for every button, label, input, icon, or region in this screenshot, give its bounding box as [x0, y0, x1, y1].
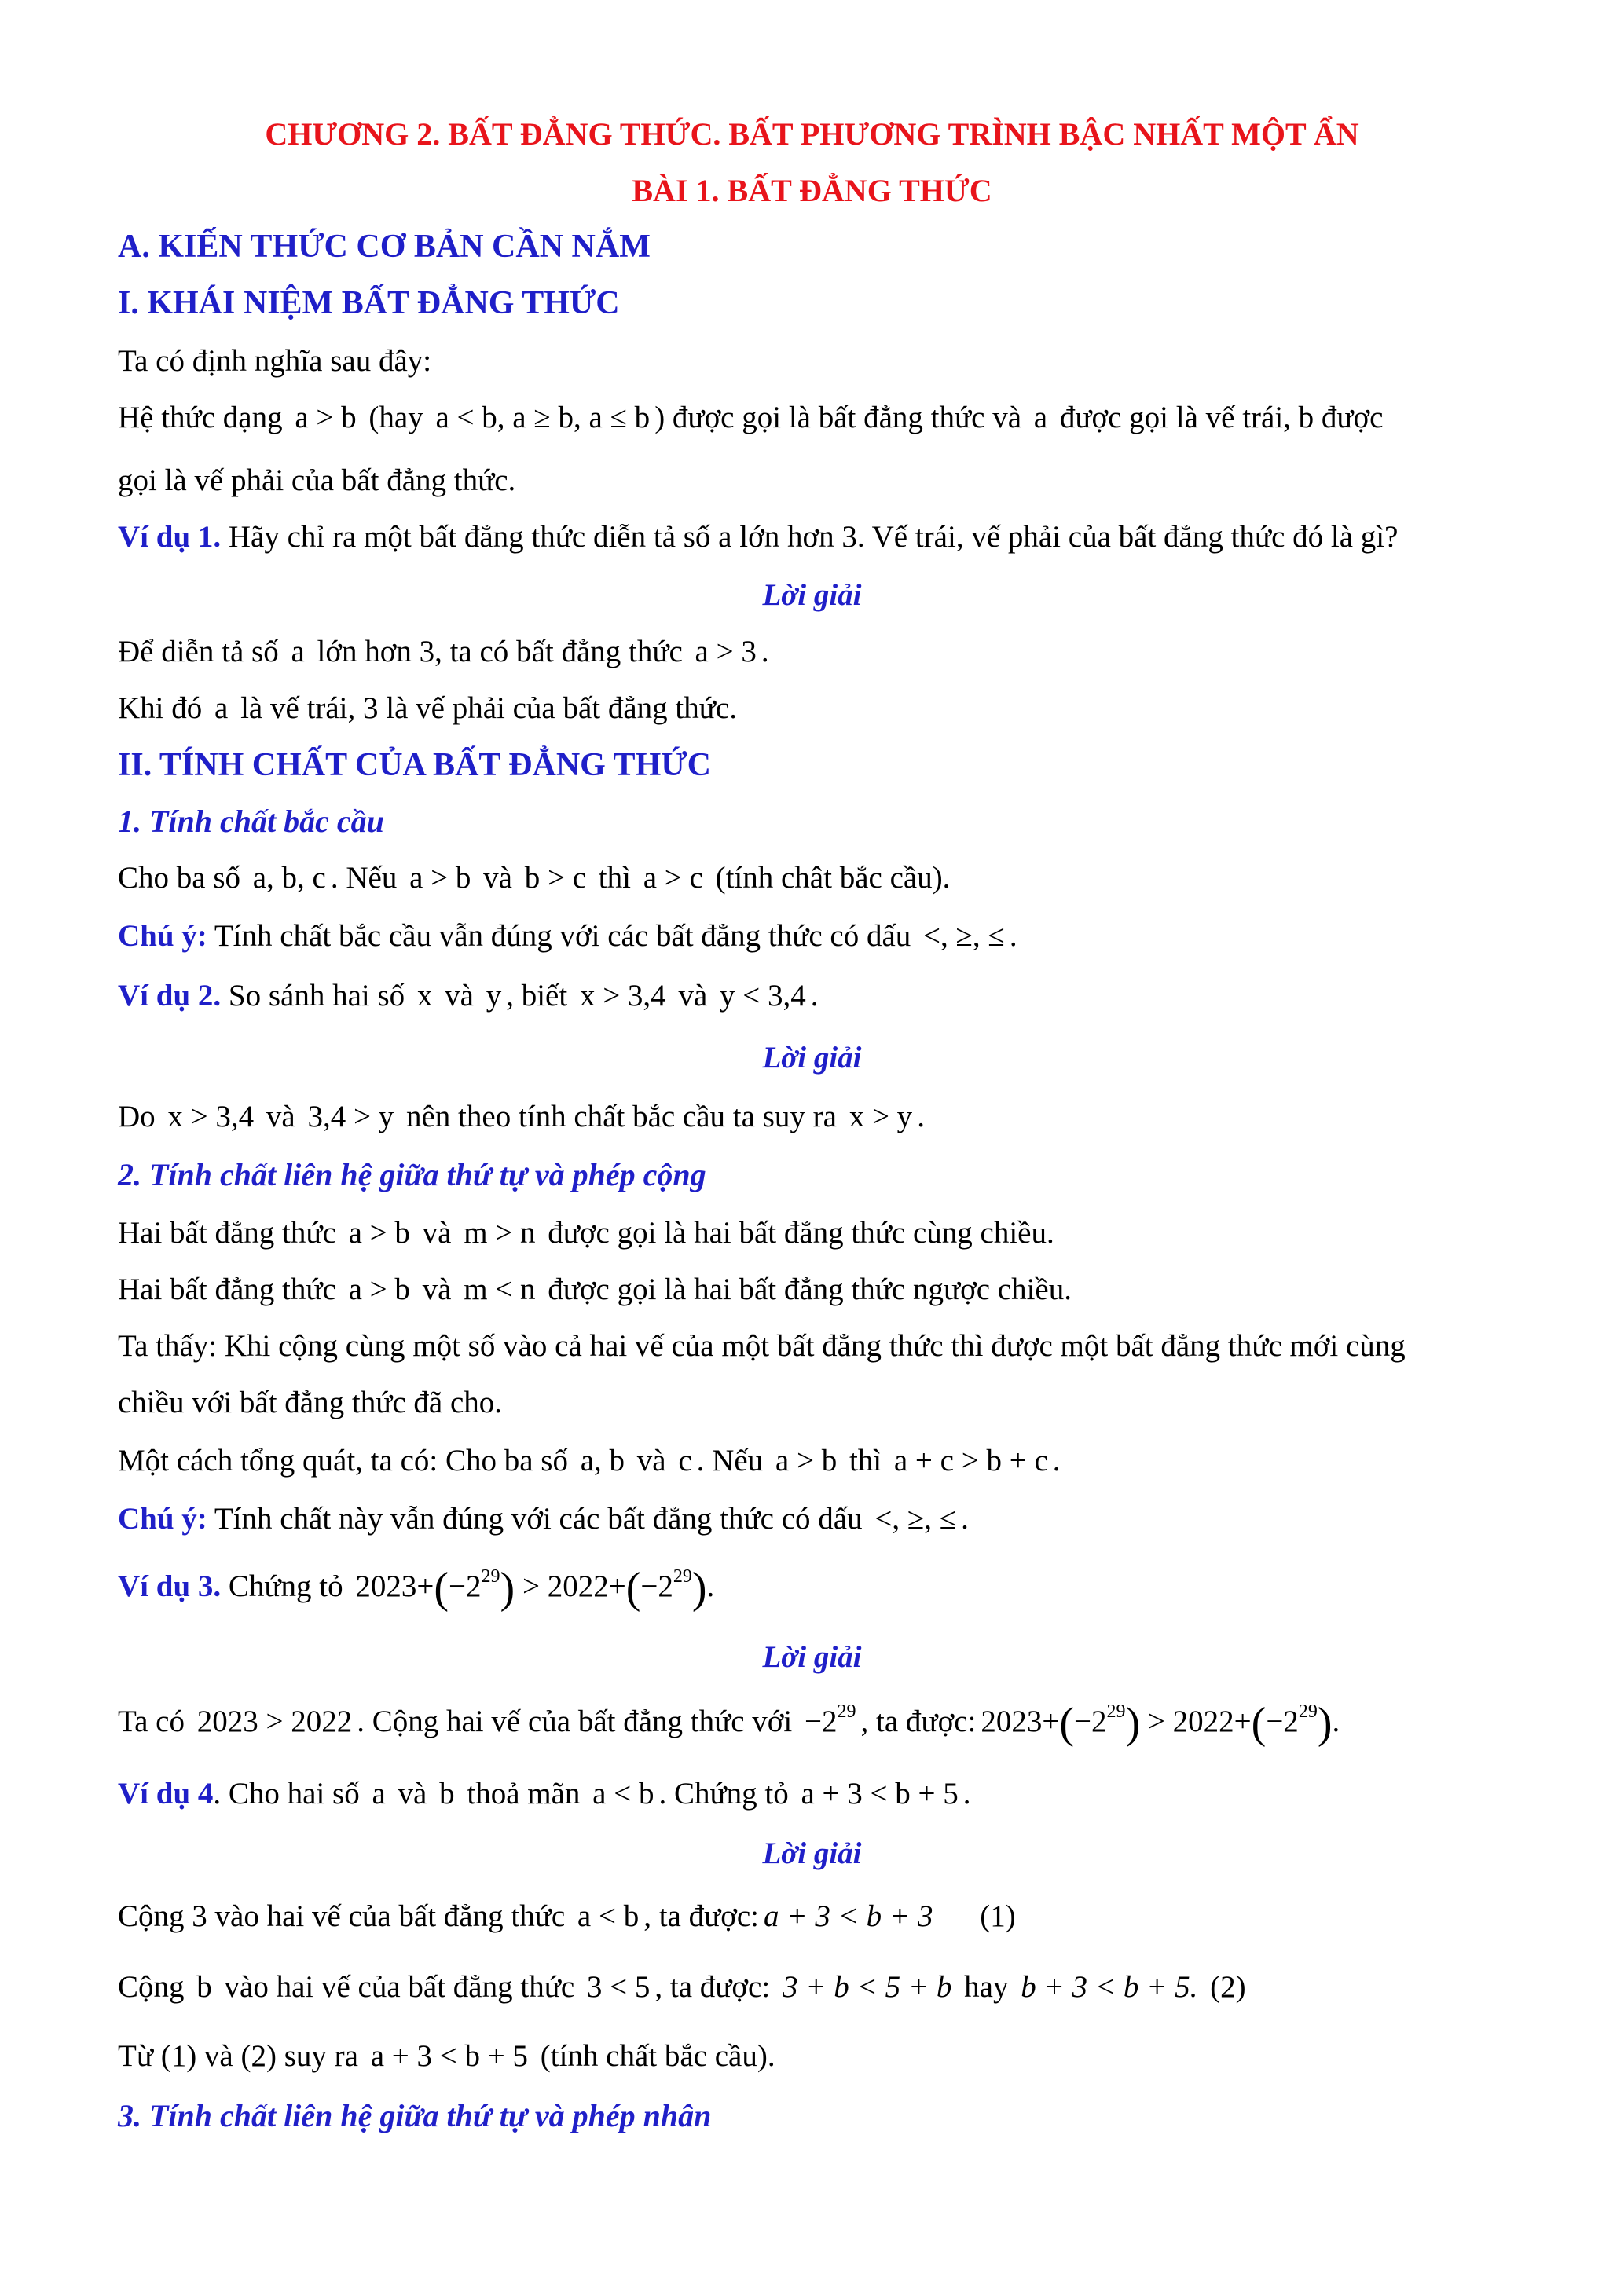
def-math-2: a < b, a ≥ b, a ≤ b	[435, 401, 651, 434]
property-2-line-1	[118, 1214, 1054, 1252]
def-text-2: (hay	[368, 401, 423, 434]
def-text-4: được gọi là vế trái, b được	[1059, 401, 1384, 434]
solution-label-4: Lời giải	[762, 1836, 862, 1870]
sol1-math-1: a	[291, 635, 305, 668]
ex2-text-2: và	[445, 979, 474, 1013]
sol1-text-4: Khi đó	[118, 691, 203, 725]
solution-1-line-2	[118, 690, 737, 727]
p2-l5-math-4: a + c > b + c	[893, 1444, 1048, 1478]
p2-l1-text-2: và	[422, 1216, 452, 1250]
ex3-inequality: $2023+(-2^{29}) > 2022+(-2^{29})$.	[355, 1564, 715, 1613]
def-math-3: a	[1033, 401, 1048, 434]
p2-l5-text-5: .	[1052, 1444, 1061, 1478]
ex4-math-2: b	[439, 1777, 455, 1811]
sol3-text-2: . Cộng hai vế của bất đẳng thức với	[357, 1705, 793, 1738]
section-ii-heading: II. TÍNH CHẤT CỦA BẤT ĐẲNG THỨC	[118, 747, 711, 783]
ex3-text-1: Chứng tỏ	[228, 1569, 343, 1603]
sol3-inequality: $2023+(-2^{29}) > 2022+(-2^{29})$.	[981, 1699, 1340, 1748]
p1-math-4: a > c	[643, 861, 703, 895]
example-4-label: Ví dụ 4	[118, 1777, 214, 1811]
p2-l1-text-1: Hai bất đẳng thức	[118, 1216, 336, 1250]
solution-4-line-2	[118, 1968, 1246, 2006]
sol4-l2-text-4: hay	[964, 1970, 1009, 2004]
p2-note-math: <, ≥, ≤	[874, 1502, 957, 1536]
def-text-1: Hệ thức dạng	[118, 401, 283, 434]
sol1-text-5: là vế trái, 3 là vế phải của bất đẳng thức.	[240, 691, 737, 725]
p2-l1-math-2: m > n	[464, 1216, 536, 1250]
sol4-l1-text-2: , ta được:	[643, 1899, 760, 1933]
p2-l2-text-2: và	[422, 1273, 452, 1306]
sol3-exp-2: 29	[1298, 1701, 1318, 1722]
solution-4-line-1	[118, 1898, 1016, 1935]
ex2-math-2: y	[486, 979, 502, 1013]
solution-2	[118, 1098, 925, 1136]
sol2-text-2: và	[266, 1100, 295, 1133]
ex3-num-2: 2022	[547, 1569, 609, 1603]
p1-math-2: a > b	[409, 861, 471, 895]
sol2-math-1: x > 3,4	[167, 1100, 255, 1133]
p2-l5-math-1: a, b	[580, 1444, 625, 1478]
example-1-label: Ví dụ 1.	[118, 520, 222, 554]
example-1-text: Hãy chỉ ra một bất đẳng thức diễn tả số a lớn hơn 3. Vế trái, vế phải của bất đẳng thức đó là gì?	[228, 520, 1399, 554]
sol3-num-1: 2023	[981, 1705, 1043, 1738]
p2-l2-text-1: Hai bất đẳng thức	[118, 1273, 336, 1306]
section-a-heading: A. KIẾN THỨC CƠ BẢN CẦN NẮM	[118, 229, 651, 265]
ex3-num-1: 2023	[355, 1569, 417, 1603]
ex4-text-2: và	[398, 1777, 427, 1811]
p1-text-3: và	[483, 861, 512, 895]
property-3-title: 3. Tính chất liên hệ giữa thứ tự và phép nhân	[118, 2098, 712, 2133]
def-text-3: ) được gọi là bất đẳng thức và	[654, 401, 1022, 434]
property-2-line-2	[118, 1271, 1072, 1309]
section-i-heading: I. KHÁI NIỆM BẤT ĐẲNG THỨC	[118, 285, 620, 321]
property-1-title: 1. Tính chất bắc cầu	[118, 804, 384, 839]
sol4-l3-text-1: Từ (1) và (2) suy ra	[118, 2039, 358, 2073]
ex4-text-1: . Cho hai số	[213, 1777, 360, 1811]
sol1-text-3: .	[761, 635, 769, 668]
sol4-l2-text-1: Cộng	[118, 1970, 185, 2004]
ex3-base-2: −2	[640, 1569, 673, 1603]
solution-4-line-3	[118, 2038, 775, 2075]
ex4-text-4: . Chứng tỏ	[658, 1777, 789, 1811]
sol4-l2-text-3: , ta được:	[654, 1970, 771, 2004]
sol4-l2-tag: (2)	[1210, 1970, 1246, 2004]
property-2-line-5	[118, 1442, 1061, 1480]
ex2-math-1: x	[416, 979, 433, 1013]
ex2-math-4: y < 3,4	[720, 979, 806, 1013]
solution-3	[118, 1699, 1344, 1748]
ex4-math-3: a < b	[592, 1777, 654, 1811]
p2-l1-math-1: a > b	[348, 1216, 410, 1250]
sol1-text-1: Để diễn tả số	[118, 635, 279, 668]
example-2-label: Ví dụ 2.	[118, 979, 222, 1013]
lesson-title: BÀI 1. BẤT ĐẲNG THỨC	[632, 173, 992, 208]
p2-note-text: Tính chất này vẫn đúng với các bất đẳng thức có dấu	[214, 1502, 863, 1536]
sol3-math-1: 2023 > 2022	[196, 1705, 353, 1738]
p1-note-label: Chú ý:	[118, 919, 207, 953]
p2-l1-text-3: được gọi là hai bất đẳng thức cùng chiều.	[548, 1216, 1054, 1250]
sol2-text-3: nên theo tính chất bắc cầu ta suy ra	[405, 1100, 837, 1133]
sol4-l3-math-1: a + 3 < b + 5	[370, 2039, 528, 2073]
solution-1-line-1	[118, 633, 769, 671]
sol3-text-1: Ta có	[118, 1705, 185, 1738]
p1-note-end: .	[1009, 919, 1017, 953]
sol4-l2-math-1: b	[196, 1970, 212, 2004]
property-2-line-3: Ta thấy: Khi cộng cùng một số vào cả hai vế của một bất đẳng thức thì được một bất đẳng thức mới cùng	[118, 1329, 1406, 1363]
ex2-text-4: và	[678, 979, 708, 1013]
p2-l5-text-1: Một cách tổng quát, ta có: Cho ba số	[118, 1444, 568, 1478]
definition-line-2: gọi là vế phải của bất đẳng thức.	[118, 463, 516, 497]
p2-l2-text-3: được gọi là hai bất đẳng thức ngược chiều.	[548, 1273, 1072, 1306]
definition-line-1	[118, 399, 1384, 437]
sol3-base: −2	[805, 1705, 838, 1738]
p2-l2-math-1: a > b	[348, 1273, 410, 1306]
p1-math-1: a, b, c	[252, 861, 326, 895]
sol2-text-1: Do	[118, 1100, 156, 1133]
sol3-text-3: , ta được:	[860, 1705, 977, 1738]
p2-l5-text-2: và	[636, 1444, 666, 1478]
p1-text-5: (tính chât bắc cầu).	[715, 861, 951, 895]
p2-note-label: Chú ý:	[118, 1502, 207, 1536]
intro-text: Ta có định nghĩa sau đây:	[118, 344, 432, 378]
sol4-l2-text-2: vào hai vế của bất đẳng thức	[224, 1970, 575, 2004]
p2-l5-math-3: a > b	[775, 1444, 838, 1478]
p1-note-text: Tính chất bắc cầu vẫn đúng với các bất đẳng thức có dấu	[214, 919, 911, 953]
sol4-l2-equation-1: 3 + b < 5 + b	[782, 1970, 952, 2004]
sol3-num-2: 2022	[1172, 1705, 1234, 1738]
sol4-l1-text-1: Cộng 3 vào hai vế của bất đẳng thức	[118, 1899, 566, 1933]
property-1-statement	[118, 859, 950, 897]
sol1-math-3: a	[214, 691, 229, 725]
p2-l5-math-2: c	[678, 1444, 692, 1478]
sol4-l1-equation: a + 3 < b + 3	[764, 1899, 933, 1933]
ex2-math-3: x > 3,4	[579, 979, 666, 1013]
ex2-text-3: , biết	[506, 979, 568, 1013]
sol4-l2-math-2: 3 < 5	[586, 1970, 651, 2004]
property-1-note	[118, 917, 1017, 955]
chapter-title: CHƯƠNG 2. BẤT ĐẲNG THỨC. BẤT PHƯƠNG TRÌNH BẬC NHẤT MỘT ẨN	[265, 116, 1359, 152]
sol3-base-2: −2	[1266, 1705, 1299, 1738]
sol4-l2-equation-2: b + 3 < b + 5.	[1021, 1970, 1198, 2004]
solution-label-1: Lời giải	[762, 578, 862, 612]
p2-note-end: .	[961, 1502, 969, 1536]
sol4-l3-text-2: (tính chất bắc cầu).	[540, 2039, 775, 2073]
sol1-math-2: a > 3	[695, 635, 757, 668]
p1-math-3: b > c	[524, 861, 587, 895]
sol3-exp-1: 29	[1106, 1701, 1126, 1722]
sol3-exp: 29	[837, 1701, 856, 1722]
def-math-1: a > b	[295, 401, 357, 434]
ex4-text-5: .	[962, 1777, 971, 1811]
sol4-l1-math-1: a < b	[577, 1899, 640, 1933]
p2-l2-math-2: m < n	[464, 1273, 536, 1306]
p2-l5-text-4: thì	[849, 1444, 882, 1478]
ex4-math-1: a	[372, 1777, 386, 1811]
property-2-line-4: chiều với bất đẳng thức đã cho.	[118, 1386, 503, 1419]
p1-text-4: thì	[598, 861, 631, 895]
ex3-exp-2: 29	[673, 1566, 692, 1587]
p2-l5-text-3: . Nếu	[696, 1444, 764, 1478]
example-1	[118, 518, 1398, 556]
example-3	[118, 1564, 719, 1613]
ex4-math-4: a + 3 < b + 5	[801, 1777, 959, 1811]
ex2-text-5: .	[810, 979, 819, 1013]
property-2-note	[118, 1500, 969, 1538]
ex2-text-1: So sánh hai số	[228, 979, 405, 1013]
p1-text-2: . Nếu	[330, 861, 398, 895]
example-4	[118, 1775, 971, 1813]
example-2	[118, 977, 819, 1015]
solution-label-2: Lời giải	[762, 1041, 862, 1075]
solution-label-3: Lời giải	[762, 1640, 862, 1674]
property-2-title: 2. Tính chất liên hệ giữa thứ tự và phép cộng	[118, 1157, 706, 1192]
sol2-text-4: .	[917, 1100, 925, 1133]
example-3-label: Ví dụ 3.	[118, 1569, 222, 1603]
sol4-l1-tag: (1)	[980, 1899, 1016, 1933]
sol2-math-3: x > y	[849, 1100, 913, 1133]
ex3-exp-1: 29	[481, 1566, 500, 1587]
ex3-base-1: −2	[449, 1569, 482, 1603]
p1-note-math: <, ≥, ≤	[923, 919, 1005, 953]
sol3-power	[805, 1703, 856, 1741]
ex4-text-3: thoả mãn	[467, 1777, 581, 1811]
sol2-math-2: 3,4 > y	[307, 1100, 394, 1133]
sol1-text-2: lớn hơn 3, ta có bất đẳng thức	[317, 635, 683, 668]
sol3-base-1: −2	[1074, 1705, 1107, 1738]
p1-text-1: Cho ba số	[118, 861, 240, 895]
